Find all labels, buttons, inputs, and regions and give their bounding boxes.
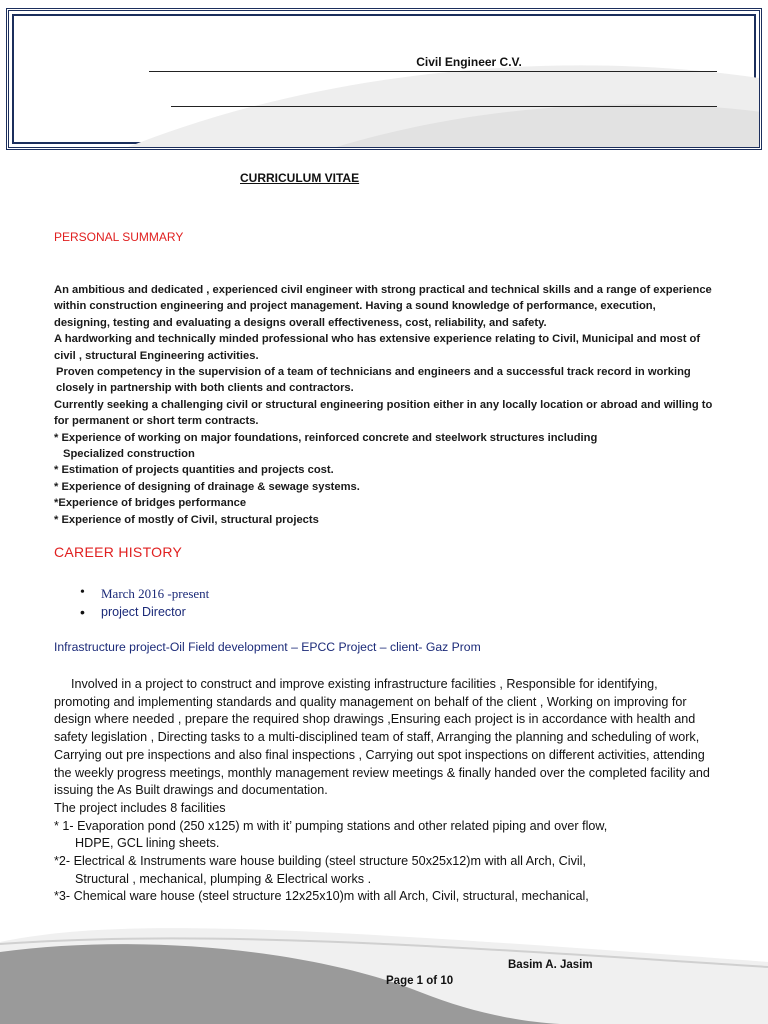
summary-experience-item: *Experience of bridges performance [54, 497, 247, 510]
personal-summary-text [54, 282, 714, 528]
career-date-item: • March 2016 -present [80, 586, 209, 605]
summary-experience-item: * Experience of working on major foundations, reinforced concrete and steelwork structures including [54, 431, 598, 444]
facility-item: *3- Chemical ware house (steel structure 12x25x10)m with all Arch, Civil, structural, mechanical, [54, 889, 589, 904]
summary-paragraph: A hardworking and technically minded professional who has extensive experience relating to Civil, Municipal and most of civil , structural Engineering activities. [54, 333, 701, 362]
cv-title: CURRICULUM VITAE [240, 171, 360, 185]
header-rule-2 [171, 106, 717, 107]
header-rule-1 [149, 71, 717, 72]
summary-experience-item: * Estimation of projects quantities and projects cost. [54, 464, 334, 477]
header-box [6, 8, 762, 150]
personal-summary-heading: PERSONAL SUMMARY [54, 230, 184, 244]
footer-wave-decoration [0, 922, 768, 1024]
project-description [54, 676, 714, 906]
footer-author-name: Basim A. Jasim [508, 959, 593, 971]
summary-paragraph: Currently seeking a challenging civil or structural engineering position either in any locally location or abroad and willing to for permanent or short term contracts. [54, 398, 713, 428]
project-description-paragraph: Involved in a project to construct and improve existing infrastructure facilities , Responsible for identifying, promoting and implementing standards and quality management on behalf of the client , Working on improving for design where needed , prepare the required shop drawings ,Ensuring each project is in accordance with health and safety legislation , Directing tasks to a multi-disciplined team of staff, Arranging the planning and scheduling of work, Carrying out pre inspections and also final inspections , Carrying out spot inspections on different activities, attending the weekly progress meetings, monthly management review meetings & finally handed over the completed facility and issuing the As Built drawings and documentation. [54, 677, 710, 798]
summary-experience-item-continued: Specialized construction [63, 448, 195, 461]
career-role-item: • project Director [80, 605, 209, 624]
header-title: Civil Engineer C.V. [416, 55, 522, 69]
header-wave-decoration [9, 11, 759, 147]
facility-item: * 1- Evaporation pond (250 x125) m with it’ pumping stations and other related piping and over flow, [54, 818, 608, 833]
facility-item-continued: Structural , mechanical, plumping & Electrical works . [75, 871, 372, 886]
facility-item: *2- Electrical & Instruments ware house building (steel structure 50x25x12)m with all Arch, Civil, [54, 854, 586, 869]
career-bullet-list [80, 586, 209, 624]
summary-paragraph: Proven competency in the supervision of a team of technicians and engineers and a successful track record in working closely in partnership with both clients and contractors. [56, 366, 691, 395]
project-title: Infrastructure project-Oil Field development – EPCC Project – client- Gaz Prom [54, 640, 481, 654]
summary-experience-item: * Experience of mostly of Civil, structural projects [54, 513, 319, 526]
project-includes-label: The project includes 8 facilities [54, 800, 226, 815]
summary-paragraph: An ambitious and dedicated , experienced civil engineer with strong practical and technical skills and a range of experience within construction engineering and project management. Having a sound knowledge of performance, execution, designing, testing and evaluating a designs overall effectiveness, cost, reliability, and safety. [54, 284, 712, 329]
footer-page-number: Page 1 of 10 [386, 975, 454, 987]
career-history-heading: CAREER HISTORY [54, 544, 183, 560]
summary-experience-item: * Experience of designing of drainage & sewage systems. [54, 480, 360, 493]
facility-item-continued: HDPE, GCL lining sheets. [75, 836, 220, 851]
